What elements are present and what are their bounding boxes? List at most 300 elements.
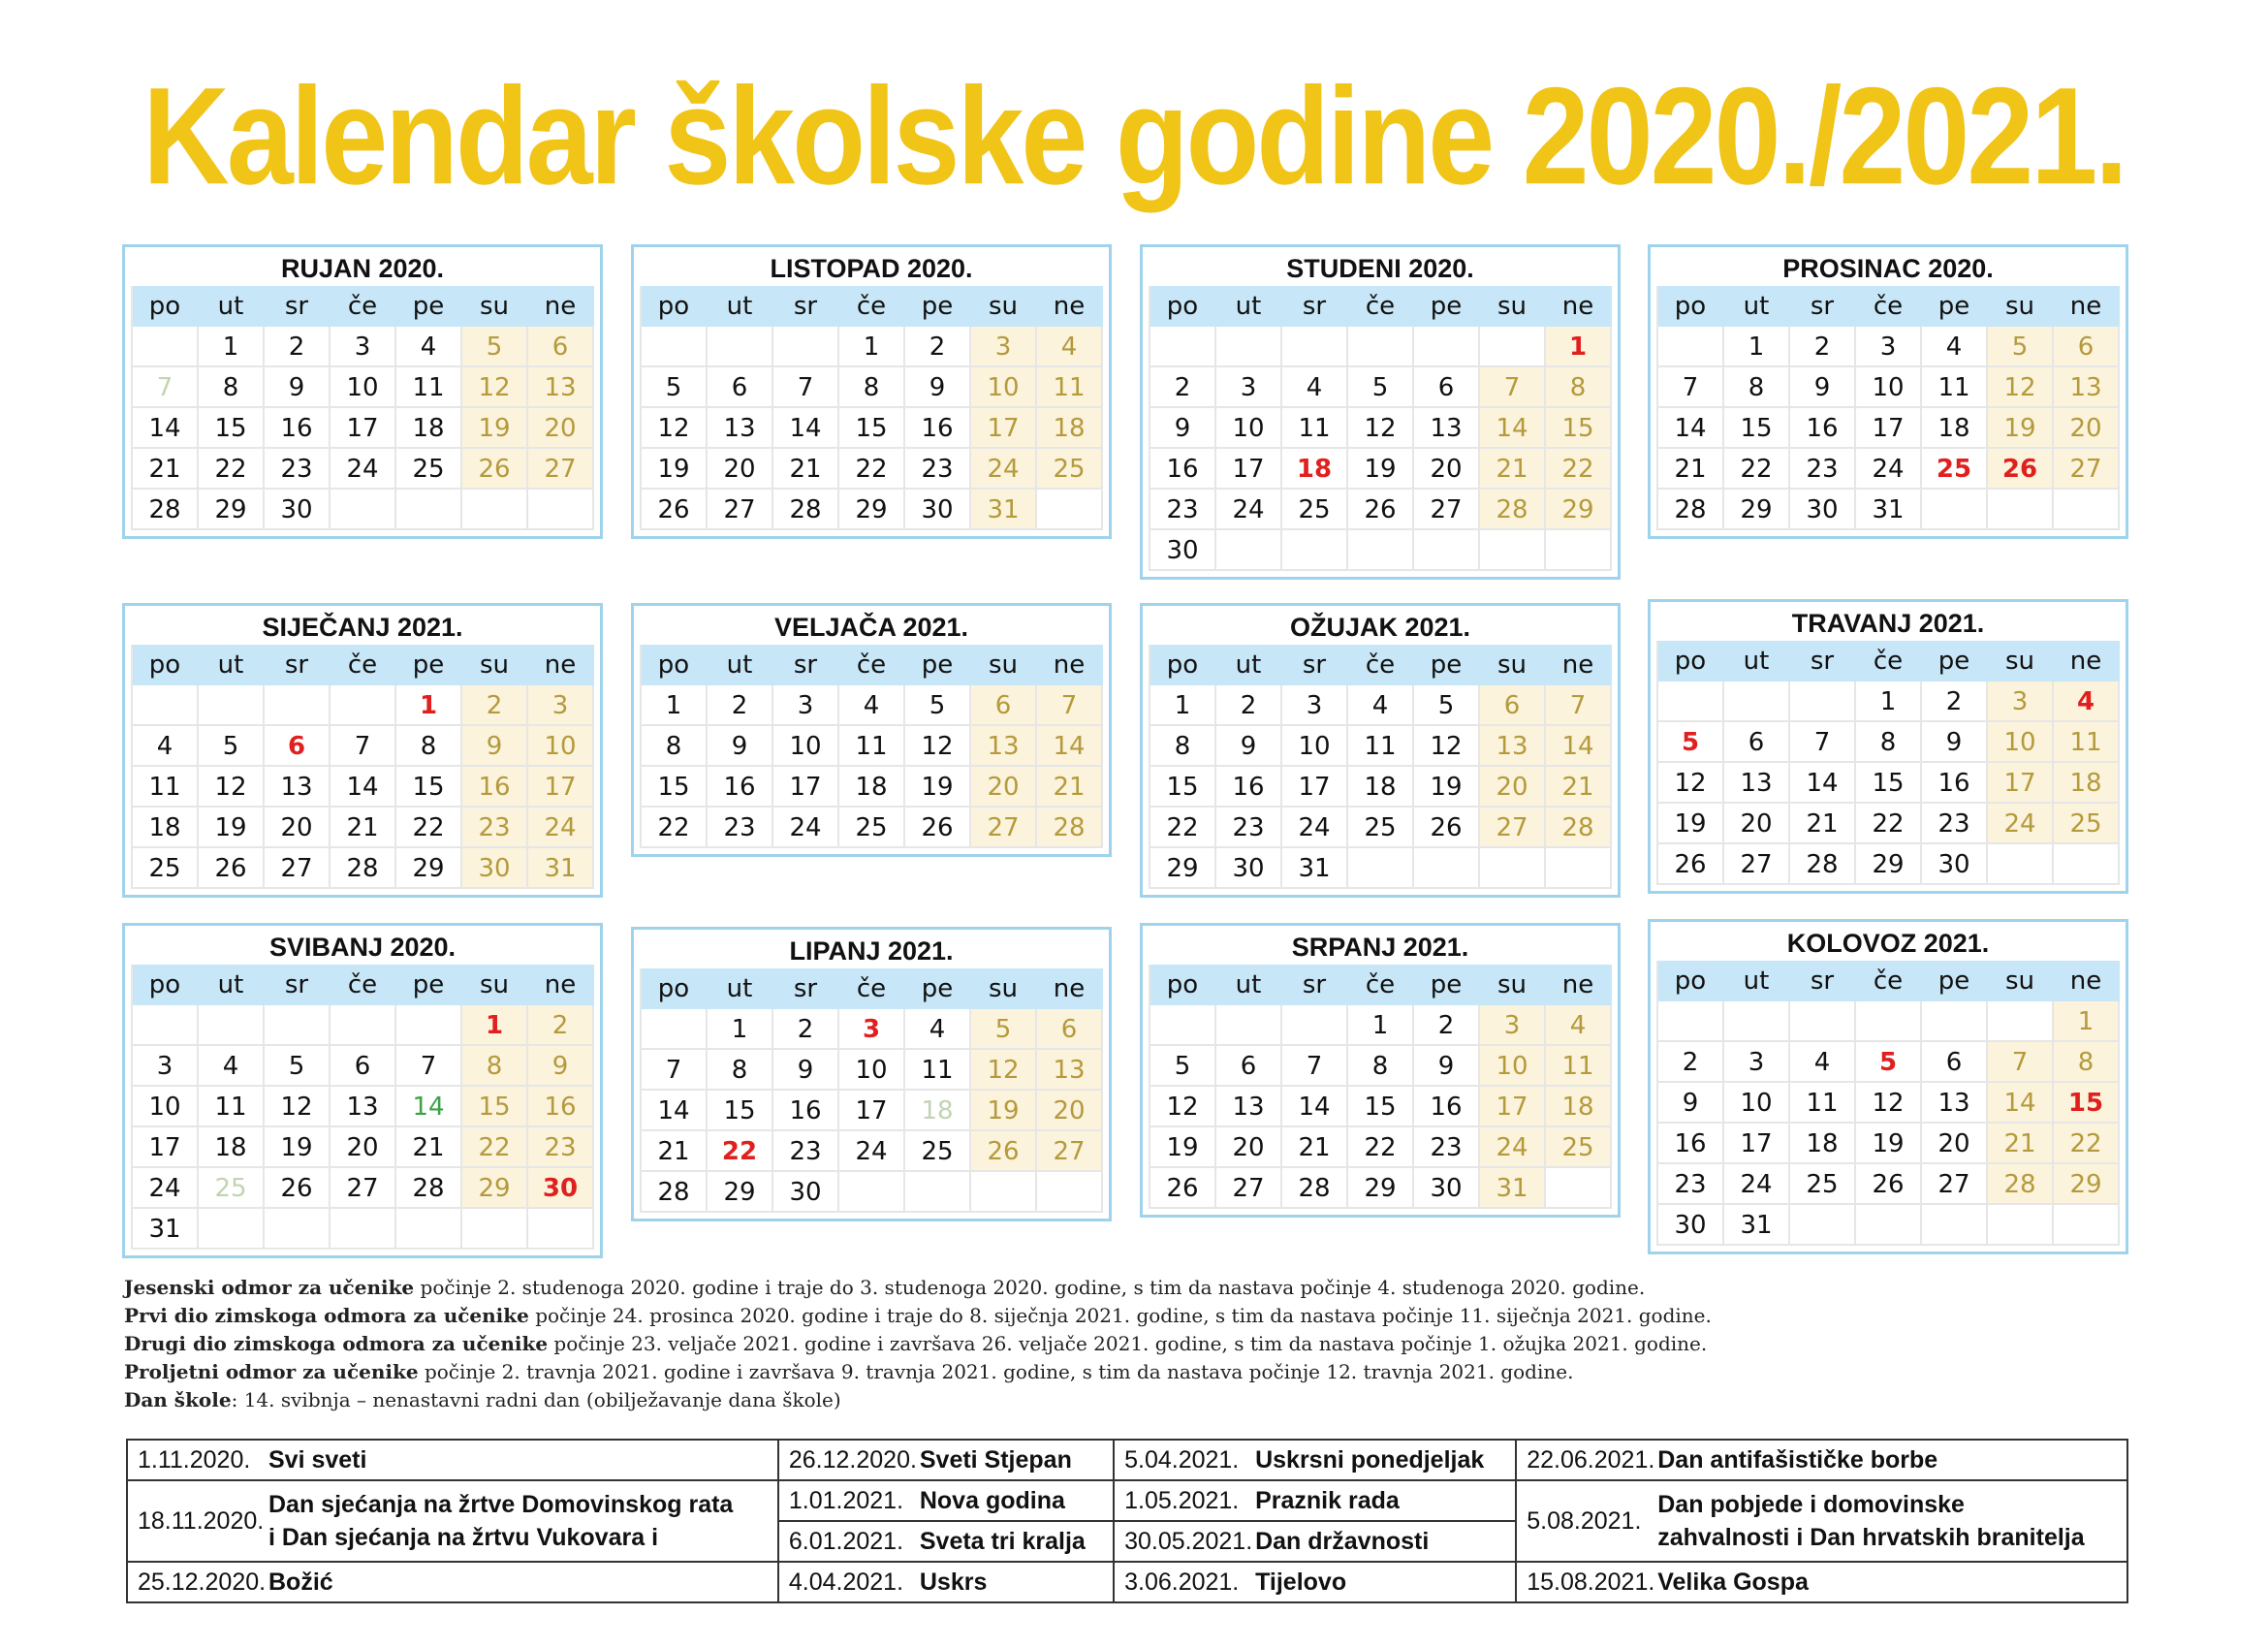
empty-day-cell [1414,327,1480,367]
weekday-header: su [1480,645,1546,685]
holiday-cell: 6.01.2021. Sveta tri kralja [778,1521,1114,1562]
day-cell: 9 [905,367,971,408]
empty-day-cell [1724,681,1790,722]
day-cell: 2 [1658,1042,1724,1083]
day-cell: 19 [265,1127,331,1168]
empty-day-cell [199,1005,265,1046]
day-cell: 19 [1414,767,1480,808]
day-cell: 25 [199,1168,265,1209]
empty-day-cell [1724,1001,1790,1042]
weekday-header: ne [1037,286,1103,327]
day-cell: 13 [528,367,594,408]
day-cell: 4 [199,1046,265,1087]
day-cell: 19 [1348,449,1414,490]
empty-day-cell [1037,1172,1103,1213]
month-listopad-2020 [631,244,1112,539]
day-cell: 11 [1037,367,1103,408]
weekday-header: po [133,965,199,1005]
day-cell: 1 [462,1005,528,1046]
day-cell: 1 [1348,1005,1414,1046]
day-cell: 27 [2054,449,2120,490]
day-cell: 5 [199,726,265,767]
day-cell: 4 [2054,681,2120,722]
day-cell: 12 [1658,763,1724,804]
day-cell: 21 [642,1131,708,1172]
day-cell: 15 [396,767,462,808]
empty-day-cell [1856,1001,1922,1042]
day-cell: 28 [133,490,199,530]
weekday-header: če [839,645,905,685]
day-cell: 22 [1546,449,1612,490]
day-cell: 12 [1988,367,2054,408]
day-cell: 14 [1790,763,1856,804]
day-cell: 7 [642,1050,708,1091]
month-days-grid [131,645,594,889]
day-cell: 19 [1150,1127,1216,1168]
day-cell: 13 [265,767,331,808]
weekday-header: ut [1724,961,1790,1001]
day-cell: 15 [642,767,708,808]
weekday-header: če [331,965,396,1005]
day-cell: 23 [1216,808,1282,848]
public-holidays-table [126,1439,2128,1603]
day-cell: 5 [1856,1042,1922,1083]
month-title: SRPANJ 2021. [1291,933,1469,962]
weekday-header: po [1658,961,1724,1001]
day-cell: 14 [1037,726,1103,767]
empty-day-cell [1150,327,1216,367]
holiday-cell: 26.12.2020. Sveti Stjepan [778,1440,1114,1480]
empty-day-cell [396,1005,462,1046]
day-cell: 6 [1216,1046,1282,1087]
day-cell: 30 [1790,490,1856,530]
month-ozujak-2021 [1140,603,1621,898]
day-cell: 6 [331,1046,396,1087]
day-cell: 22 [1724,449,1790,490]
weekday-header: pe [905,645,971,685]
weekday-header: pe [1922,961,1988,1001]
day-cell: 22 [839,449,905,490]
day-cell: 13 [1037,1050,1103,1091]
day-cell: 7 [1988,1042,2054,1083]
weekday-header: sr [773,286,839,327]
day-cell: 21 [1037,767,1103,808]
day-cell: 10 [1724,1083,1790,1124]
day-cell: 8 [1150,726,1216,767]
day-cell: 30 [1414,1168,1480,1209]
day-cell: 18 [905,1091,971,1131]
day-cell: 2 [773,1009,839,1050]
day-cell: 6 [708,367,773,408]
weekday-header: sr [265,965,331,1005]
day-cell: 27 [1037,1131,1103,1172]
day-cell: 29 [1724,490,1790,530]
month-kolovoz-2021 [1648,919,2128,1254]
day-cell: 18 [396,408,462,449]
month-sijecanj-2021 [122,603,603,898]
day-cell: 3 [1856,327,1922,367]
day-cell: 7 [1790,722,1856,763]
day-cell: 22 [1150,808,1216,848]
day-cell: 20 [1037,1091,1103,1131]
weekday-header: po [1658,286,1724,327]
weekday-header: ut [1216,965,1282,1005]
note-line: Drugi dio zimskoga odmora za učenike počinje 23. veljače 2021. godine i završava 26. veljače 2021. godine, s tim da nastava počinje 1. ožujka 2021. godine. [124,1332,1708,1355]
weekday-header: ne [528,286,594,327]
day-cell: 19 [642,449,708,490]
day-cell: 23 [1922,804,1988,844]
day-cell: 16 [1922,763,1988,804]
day-cell: 13 [1216,1087,1282,1127]
day-cell: 23 [1414,1127,1480,1168]
day-cell: 8 [199,367,265,408]
day-cell: 30 [265,490,331,530]
weekday-header: pe [1414,286,1480,327]
month-travanj-2021 [1648,599,2128,894]
day-cell: 19 [905,767,971,808]
empty-day-cell [265,1005,331,1046]
empty-day-cell [133,685,199,726]
day-cell: 11 [1790,1083,1856,1124]
day-cell: 26 [1414,808,1480,848]
weekday-header: ut [1216,286,1282,327]
weekday-header: po [642,286,708,327]
empty-day-cell [971,1172,1037,1213]
empty-day-cell [1922,1001,1988,1042]
day-cell: 13 [331,1087,396,1127]
day-cell: 13 [1414,408,1480,449]
day-cell: 5 [1414,685,1480,726]
day-cell: 30 [528,1168,594,1209]
day-cell: 11 [199,1087,265,1127]
day-cell: 21 [1480,449,1546,490]
day-cell: 21 [773,449,839,490]
day-cell: 29 [199,490,265,530]
day-cell: 8 [462,1046,528,1087]
day-cell: 10 [1856,367,1922,408]
month-prosinac-2020 [1648,244,2128,539]
day-cell: 22 [642,808,708,848]
weekday-header: su [462,286,528,327]
day-cell: 22 [1856,804,1922,844]
day-cell: 12 [1150,1087,1216,1127]
day-cell: 23 [528,1127,594,1168]
day-cell: 21 [1658,449,1724,490]
day-cell: 14 [642,1091,708,1131]
day-cell: 25 [1922,449,1988,490]
day-cell: 10 [1988,722,2054,763]
day-cell: 29 [1856,844,1922,885]
day-cell: 4 [1546,1005,1612,1046]
day-cell: 10 [773,726,839,767]
day-cell: 16 [1216,767,1282,808]
empty-day-cell [1988,1205,2054,1246]
weekday-header: ut [199,645,265,685]
day-cell: 26 [1150,1168,1216,1209]
day-cell: 22 [199,449,265,490]
weekday-header: ne [2054,286,2120,327]
month-studeni-2020 [1140,244,1621,580]
weekday-header: ne [2054,641,2120,681]
day-cell: 10 [1282,726,1348,767]
day-cell: 8 [708,1050,773,1091]
day-cell: 6 [1480,685,1546,726]
weekday-header: pe [396,286,462,327]
day-cell: 28 [1546,808,1612,848]
day-cell: 16 [462,767,528,808]
day-cell: 10 [331,367,396,408]
day-cell: 3 [773,685,839,726]
day-cell: 5 [971,1009,1037,1050]
month-days-grid [640,645,1103,848]
month-title: TRAVANJ 2021. [1791,609,1985,638]
empty-day-cell [331,490,396,530]
empty-day-cell [1216,530,1282,571]
weekday-header: pe [396,965,462,1005]
weekday-header: su [971,286,1037,327]
empty-day-cell [1480,848,1546,889]
empty-day-cell [2054,1205,2120,1246]
empty-day-cell [1546,1168,1612,1209]
weekday-header: če [1856,286,1922,327]
empty-day-cell [396,1209,462,1250]
weekday-header: su [462,645,528,685]
weekday-header: pe [1922,286,1988,327]
holiday-cell: 5.04.2021. Uskrsni ponedjeljak [1114,1440,1516,1480]
holiday-cell: 15.08.2021. Velika Gospa [1516,1562,2127,1602]
weekday-header: če [1856,961,1922,1001]
day-cell: 16 [708,767,773,808]
day-cell: 1 [839,327,905,367]
day-cell: 2 [1922,681,1988,722]
empty-day-cell [265,685,331,726]
day-cell: 16 [1150,449,1216,490]
empty-day-cell [462,1209,528,1250]
weekday-header: ne [528,645,594,685]
day-cell: 28 [331,848,396,889]
day-cell: 19 [971,1091,1037,1131]
day-cell: 9 [462,726,528,767]
day-cell: 13 [1922,1083,1988,1124]
day-cell: 7 [1658,367,1724,408]
day-cell: 24 [971,449,1037,490]
empty-day-cell [1988,490,2054,530]
day-cell: 7 [1037,685,1103,726]
day-cell: 28 [1790,844,1856,885]
page-title: Kalendar školske godine 2020./2021. [142,59,2126,214]
day-cell: 8 [642,726,708,767]
day-cell: 11 [1348,726,1414,767]
empty-day-cell [462,490,528,530]
empty-day-cell [1348,327,1414,367]
empty-day-cell [2054,844,2120,885]
weekday-header: po [133,645,199,685]
empty-day-cell [708,327,773,367]
empty-day-cell [1348,530,1414,571]
empty-day-cell [133,1005,199,1046]
weekday-header: su [1988,641,2054,681]
day-cell: 27 [265,848,331,889]
day-cell: 4 [905,1009,971,1050]
day-cell: 24 [839,1131,905,1172]
day-cell: 12 [199,767,265,808]
month-days-grid [1149,965,1612,1209]
day-cell: 16 [265,408,331,449]
day-cell: 24 [133,1168,199,1209]
weekday-header: sr [1790,961,1856,1001]
empty-day-cell [1658,327,1724,367]
day-cell: 3 [528,685,594,726]
day-cell: 20 [1724,804,1790,844]
month-days-grid [1656,641,2120,885]
day-cell: 5 [1348,367,1414,408]
day-cell: 12 [642,408,708,449]
month-title: OŽUJAK 2021. [1289,613,1471,642]
day-cell: 5 [462,327,528,367]
weekday-header: če [839,286,905,327]
day-cell: 10 [1216,408,1282,449]
note-line: Jesenski odmor za učenike počinje 2. studenoga 2020. godine i traje do 3. studenoga 2020. godine, s tim da nastava počinje 4. studenoga 2020. godine. [124,1276,1646,1299]
weekday-header: ne [1546,286,1612,327]
month-title: RUJAN 2020. [280,254,445,283]
weekday-header: ut [199,965,265,1005]
weekday-header: pe [1414,645,1480,685]
day-cell: 31 [1856,490,1922,530]
weekday-header: pe [396,645,462,685]
day-cell: 29 [1546,490,1612,530]
day-cell: 12 [1348,408,1414,449]
day-cell: 14 [331,767,396,808]
empty-day-cell [331,685,396,726]
day-cell: 18 [1546,1087,1612,1127]
empty-day-cell [1856,1205,1922,1246]
month-days-grid [131,286,594,530]
day-cell: 2 [1216,685,1282,726]
empty-day-cell [1658,1001,1724,1042]
day-cell: 18 [199,1127,265,1168]
weekday-header: sr [1790,286,1856,327]
day-cell: 6 [2054,327,2120,367]
day-cell: 1 [1546,327,1612,367]
month-title: SVIBANJ 2020. [268,933,457,962]
day-cell: 17 [1988,763,2054,804]
empty-day-cell [839,1172,905,1213]
day-cell: 12 [265,1087,331,1127]
day-cell: 3 [1216,367,1282,408]
day-cell: 25 [839,808,905,848]
day-cell: 25 [1790,1164,1856,1205]
month-title: VELJAČA 2021. [773,613,969,642]
day-cell: 22 [462,1127,528,1168]
weekday-header: sr [265,286,331,327]
day-cell: 8 [396,726,462,767]
day-cell: 4 [396,327,462,367]
empty-day-cell [1546,530,1612,571]
day-cell: 26 [1988,449,2054,490]
weekday-header: če [839,968,905,1009]
table-row [127,1562,2127,1602]
day-cell: 12 [1856,1083,1922,1124]
day-cell: 27 [1216,1168,1282,1209]
table-row [127,1480,2127,1521]
month-days-grid [131,965,594,1250]
empty-day-cell [1480,530,1546,571]
day-cell: 23 [1658,1164,1724,1205]
weekday-header: su [1988,286,2054,327]
day-cell: 9 [265,367,331,408]
day-cell: 9 [528,1046,594,1087]
day-cell: 31 [528,848,594,889]
holiday-cell: 25.12.2020. Božić [127,1562,778,1602]
empty-day-cell [1282,1005,1348,1046]
day-cell: 8 [1546,367,1612,408]
day-cell: 23 [1790,449,1856,490]
day-cell: 13 [1480,726,1546,767]
day-cell: 23 [265,449,331,490]
day-cell: 30 [1216,848,1282,889]
empty-day-cell [1216,327,1282,367]
day-cell: 26 [1856,1164,1922,1205]
day-cell: 27 [1480,808,1546,848]
day-cell: 14 [773,408,839,449]
holiday-cell: 1.01.2021. Nova godina [778,1480,1114,1521]
weekday-header: su [1988,961,2054,1001]
day-cell: 9 [1790,367,1856,408]
day-cell: 17 [1856,408,1922,449]
weekday-header: sr [773,968,839,1009]
day-cell: 13 [2054,367,2120,408]
day-cell: 14 [396,1087,462,1127]
day-cell: 11 [396,367,462,408]
weekday-header: su [1480,286,1546,327]
day-cell: 4 [1037,327,1103,367]
day-cell: 27 [528,449,594,490]
day-cell: 11 [1546,1046,1612,1087]
day-cell: 15 [2054,1083,2120,1124]
empty-day-cell [199,685,265,726]
day-cell: 1 [2054,1001,2120,1042]
day-cell: 19 [1988,408,2054,449]
empty-day-cell [1150,1005,1216,1046]
day-cell: 21 [1988,1124,2054,1164]
day-cell: 8 [2054,1042,2120,1083]
day-cell: 14 [1480,408,1546,449]
day-cell: 30 [1150,530,1216,571]
day-cell: 1 [1724,327,1790,367]
day-cell: 5 [642,367,708,408]
day-cell: 11 [1282,408,1348,449]
day-cell: 5 [1988,327,2054,367]
day-cell: 18 [1282,449,1348,490]
day-cell: 18 [1790,1124,1856,1164]
note-line: Prvi dio zimskoga odmora za učenike počinje 24. prosinca 2020. godine i traje do 8. siječnja 2021. godine, s tim da nastava počinje 11. siječnja 2021. godine. [124,1304,1712,1327]
day-cell: 2 [1150,367,1216,408]
empty-day-cell [1790,1001,1856,1042]
day-cell: 25 [1282,490,1348,530]
empty-day-cell [1414,848,1480,889]
month-title: LISTOPAD 2020. [770,254,973,283]
day-cell: 12 [1414,726,1480,767]
weekday-header: ne [1037,645,1103,685]
day-cell: 26 [199,848,265,889]
day-cell: 22 [708,1131,773,1172]
day-cell: 29 [462,1168,528,1209]
day-cell: 17 [331,408,396,449]
day-cell: 26 [1658,844,1724,885]
empty-day-cell [773,327,839,367]
day-cell: 23 [462,808,528,848]
day-cell: 3 [1282,685,1348,726]
